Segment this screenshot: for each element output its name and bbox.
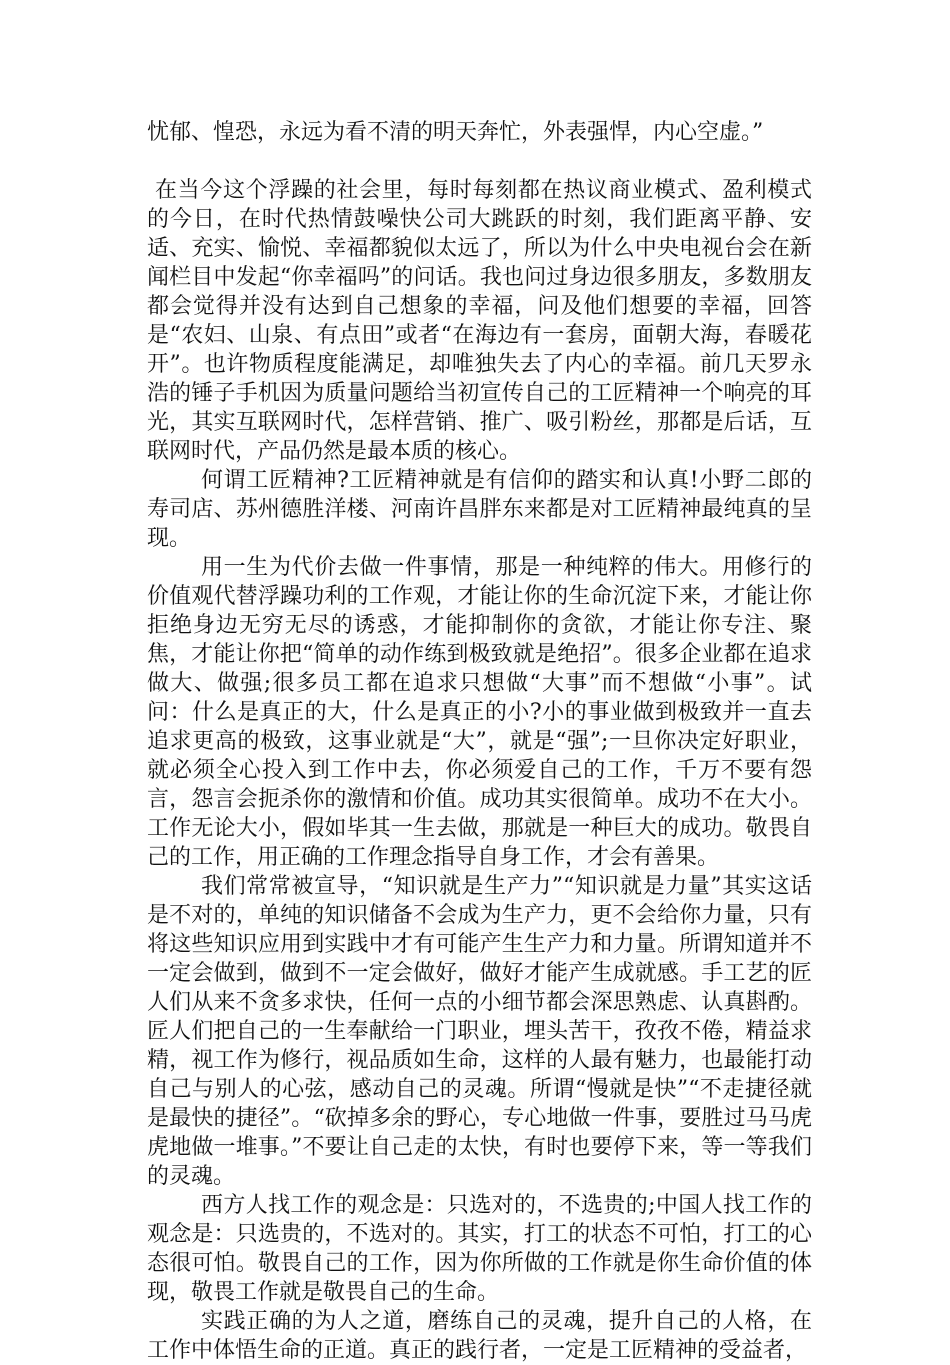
paragraph-lifetime-dedication: 用一生为代价去做一件事情，那是一种纯粹的伟大。用修行的价值观代替浮躁功利的工作观，才能让你的生命沉淀下来，才能让你拒绝身边无穷无尽的诱惑，才能抑制你的贪欲，才能让你专注、聚焦，才能让你把“简单的动作练到极致就是绝招”。很多企业都在追求做大、做强;很多员工都在追求只想做“大事”而不想做“小事”。试问：什么是真正的大，什么是真正的小?小的事业做到极致并一直去追求更高的极致，这事业就是“大”，就是“强”;一旦你决定好职业，就必须全心投入到工作中去，你必须爱自己的工作，千万不要有怨言，怨言会扼杀你的激情和价值。成功其实很简单。成功不在大小。工作无论大小，假如毕其一生去做，那就是一种巨大的成功。敬畏自己的工作，用正确的工作理念指导自身工作，才会有善果。: [147, 555, 812, 870]
paragraph-practice-way: 实践正确的为人之道，磨练自己的灵魂，提升自己的人格，在工作中体悟生命的正道。真正的践行者，一定是工匠精神的受益者，: [147, 1309, 812, 1363]
paragraph-craftsman-definition: 何谓工匠精神?工匠精神就是有信仰的踏实和认真!小野二郎的寿司店、苏州德胜洋楼、河南许昌胖东来都是对工匠精神最纯真的呈现。: [147, 468, 812, 551]
paragraph-happiness: 在当今这个浮躁的社会里，每时每刻都在热议商业模式、盈利模式的今日，在时代热情鼓噪快公司大跳跃的时刻，我们距离平静、安适、充实、愉悦、幸福都貌似太远了，所以为什么中央电视台会在新闻栏目中发起“你幸福吗”的问话。我也问过身边很多朋友，多数朋友都会觉得并没有达到自己想象的幸福，问及他们想要的幸福，回答是“农妇、山泉、有点田”或者“在海边有一套房，面朝大海，春暖花开”。也许物质程度能满足，却唯独失去了内心的幸福。前几天罗永浩的锤子手机因为质量问题给当初宣传自己的工匠精神一个响亮的耳光，其实互联网时代，怎样营销、推广、吸引粉丝，那都是后话，互联网时代，产品仍然是最本质的核心。: [147, 178, 812, 464]
paragraph-job-attitude: 西方人找工作的观念是：只选对的，不选贵的;中国人找工作的观念是：只选贵的，不选对的。其实，打工的状态不可怕，打工的心态很可怕。敬畏自己的工作，因为你所做的工作就是你生命价值的体现，敬畏工作就是敬畏自己的生命。: [147, 1193, 812, 1305]
paragraph-knowledge-practice: 我们常常被宣导，“知识就是生产力”“知识就是力量”其实这话是不对的，单纯的知识储备不会成为生产力，更不会给你力量，只有将这些知识应用到实践中才有可能产生生产力和力量。所谓知道并不一定会做到，做到不一定会做好，做好才能产生成就感。手工艺的匠人们从来不贪多求快，任何一点的小细节都会深思熟虑、认真斟酌。匠人们把自己的一生奉献给一门职业，埋头苦干，孜孜不倦，精益求精，视工作为修行，视品质如生命，这样的人最有魅力，也最能打动自己与别人的心弦，感动自己的灵魂。所谓“慢就是快”“不走捷径就是最快的捷径”。“砍掉多余的野心，专心地做一件事，要胜过马马虎虎地做一堆事。”不要让自己走的太快，有时也要停下来，等一等我们的灵魂。: [147, 874, 812, 1189]
document-body: [147, 176, 812, 1365]
continued-line: 忧郁、惶恐，永远为看不清的明天奔忙，外表强悍，内心空虚。”: [147, 120, 764, 145]
